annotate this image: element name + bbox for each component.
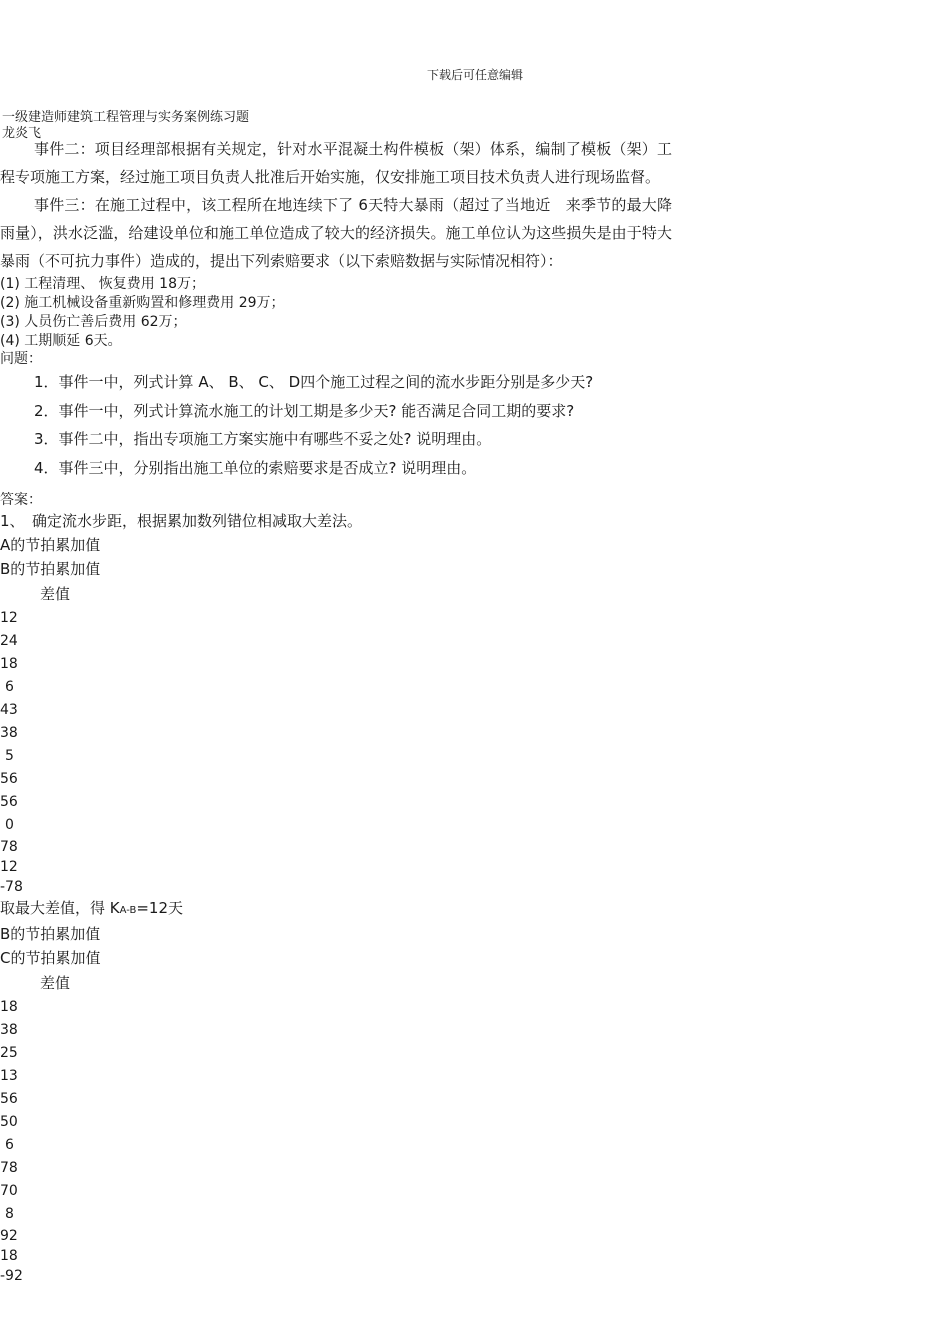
document-body [0,135,672,1286]
document-title: 一级建造师建筑工程管理与实务案例练习题 [2,110,250,125]
bc-number: 92 [0,1228,18,1244]
ab-row-label: B的节拍累加值 [0,560,101,578]
claim-item: (4) 工期顺延 6天。 [0,333,122,349]
bc-number: 13 [0,1068,18,1084]
question-item: 4．事件三中，分别指出施工单位的索赔要求是否成立? 说明理由。 [34,458,477,477]
bc-number: -92 [0,1268,23,1284]
event-two-paragraph: 事件二：项目经理部根据有关规定，针对水平混凝土构件模板（架）体系，编制了模板（架）工程专项施工方案，经过施工项目负责人批准后开始实施，仅安排施工项目技术负责人进行现场监督。 [0,140,672,186]
ab-diff-label: 差值 [40,585,71,603]
bc-number: 8 [5,1206,14,1222]
ab-number: 18 [0,656,18,672]
claim-item: (3) 人员伤亡善后费用 62万； [0,314,187,330]
ab-row-label: A的节拍累加值 [0,536,101,554]
ab-number: 38 [0,725,18,741]
event-three-paragraph: 事件三：在施工过程中，该工程所在地连续下了 6天特大暴雨（超过了当地近 来季节的最大降雨量），洪水泛滥，给建设单位和施工单位造成了较大的经济损失。施工单位认为这些损失是由于特大暴雨（不可抗力事件）造成的，提出下列索赔要求（以下索赔数据与实际情况相符）： [0,196,672,270]
bc-number: 70 [0,1183,18,1199]
question-item: 3．事件二中，指出专项施工方案实施中有哪些不妥之处? 说明理由。 [34,430,492,448]
question-item: 1．事件一中，列式计算 A、 B、 C、 D四个施工过程之间的流水步距分别是多少天? [34,373,594,391]
bc-row-label: C的节拍累加值 [0,949,101,967]
ab-number: 6 [5,679,14,695]
ab-number: 0 [5,817,14,833]
answer-step-one: 1、 确定流水步距，根据累加数列错位相减取大差法。 [0,512,363,530]
ab-number: 24 [0,633,18,649]
claims-list [0,275,672,351]
answer-label: 答案： [0,492,42,508]
bc-calculation [0,922,672,1286]
bc-number: 78 [0,1160,18,1176]
ab-number: -78 [0,879,23,895]
ab-result-suffix: =12天 [136,899,183,917]
bc-number: 18 [0,1248,18,1264]
bc-number: 6 [5,1137,14,1153]
claim-item: (1) 工程清理、 恢复费用 18万； [0,276,205,292]
ab-number: 12 [0,859,18,875]
claim-item: (2) 施工机械设备重新购置和修理费用 29万； [0,295,285,311]
ab-number: 56 [0,794,18,810]
author-name: 龙炎飞 [2,126,42,141]
page-header: 下载后可任意编辑 [426,68,523,82]
ab-number: 5 [5,748,14,764]
ab-number: 12 [0,610,18,626]
ab-number: 43 [0,702,18,718]
ab-number: 78 [0,839,18,855]
questions-label: 问题： [0,351,42,367]
bc-number: 38 [0,1022,18,1038]
ab-result [0,897,672,922]
bc-number: 18 [0,999,18,1015]
ab-result-subscript: A-B [119,905,137,916]
question-item: 2．事件一中，列式计算流水施工的计划工期是多少天? 能否满足合同工期的要求? [34,401,575,420]
ab-number: 56 [0,771,18,787]
ab-result-prefix: 取最大差值，得 K [0,899,120,917]
bc-diff-label: 差值 [40,974,71,992]
questions-list [0,368,672,482]
bc-number: 50 [0,1114,18,1130]
bc-number: 25 [0,1045,18,1061]
bc-row-label: B的节拍累加值 [0,925,101,943]
bc-number: 56 [0,1091,18,1107]
ab-calculation [0,533,672,922]
